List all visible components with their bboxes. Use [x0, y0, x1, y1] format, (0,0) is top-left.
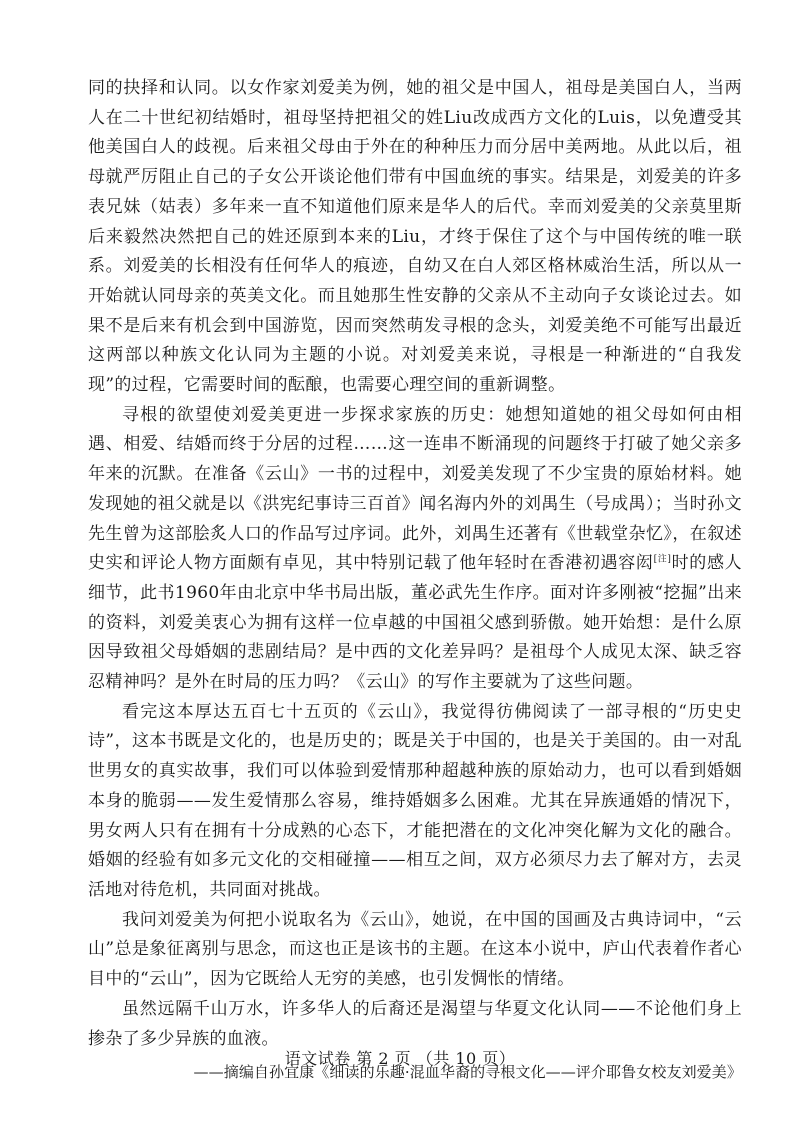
paragraph-2	[88, 401, 742, 698]
page-footer: 语文试卷 第 2 页 （共 10 页）	[284, 1049, 516, 1068]
paragraph-5: 虽然远隔千山万水，许多华人的后裔还是渴望与华夏文化认同——不论他们身上掺杂了多少异族的血液。	[88, 998, 742, 1049]
source-citation: ——摘编自孙宜康《细读的乐趣·混血华裔的寻根文化——评介耶鲁女校友刘爱美》	[193, 1063, 742, 1082]
paragraph-1: 同的抉择和认同。以女作家刘爱美为例，她的祖父是中国人，祖母是美国白人，当两人在二十世纪初结婚时，祖母坚持把祖父的姓Liu改成西方文化的Luis，以免遭受其他美国白人的歧视。后来祖父母由于外在的种种压力而分居中美两地。从此以后，祖母就严厉阻止自己的子女公开谈论他们带有中国血统的事实。结果是，刘爱美的许多表兄妹（姑表）多年来一直不知道他们原来是华人的后代。幸而刘爱美的父亲莫里斯后来毅然决然把自己的姓还原到本来的Liu，才终于保住了这个与中国传统的唯一联系。刘爱美的长相没有任何华人的痕迹，自幼又在白人郊区格林威治生活，所以从一开始就认同母亲的英美文化。而且她那生性安静的父亲从不主动向子女谈论过去。如果不是后来有机会到中国游览，因而突然萌发寻根的念头，刘爱美绝不可能写出最近这两部以种族文化认同为主题的小说。对刘爱美来说，寻根是一种渐进的“自我发现”的过程，它需要时间的酝酿，也需要心理空间的重新调整。	[88, 78, 742, 396]
footnote-marker: [注]	[653, 554, 672, 565]
paragraph-2-part-1: 寻根的欲望使刘爱美更进一步探求家族的历史：她想知道她的祖父母如何由相遇、相爱、结婚而终于分居的过程……这一连串不断涌现的问题终于打破了她父亲多年来的沉默。在准备《云山》一书的过程中，刘爱美发现了不少宝贵的原始材料。她发现她的祖父就是以《洪宪纪事诗三百首》闻名海内外的刘禺生（号成禺）；当时孙文先生曾为这部脍炙人口的作品写过序词。此外，刘禺生还著有《世载堂杂忆》，在叙述史实和评论人物方面颇有卓见，其中特别记载了他年轻时在香港初遇容闳	[88, 404, 742, 574]
paragraph-4: 我问刘爱美为何把小说取名为《云山》，她说，在中国的国画及古典诗词中，“云山”总是象征离别与思念，而这也正是该书的主题。在这本小说中，庐山代表着作者心目中的“云山”，因为它既给人无穷的美感，也引发惆怅的情绪。	[88, 909, 742, 990]
paragraph-2-part-2: 时的感人细节，此书1960年由北京中华书局出版，董必武先生作序。面对许多刚被“挖掘”出来的资料，刘爱美衷心为拥有这样一位卓越的中国祖父感到骄傲。她开始想：是什么原因导致祖父母婚姻的悲剧结局？是中西的文化差异吗？是祖母个人成见太深、缺乏容忍精神吗？是外在时局的压力吗？《云山》的写作主要就为了这些问题。	[88, 553, 743, 693]
article-body	[88, 74, 742, 1087]
paragraph-3: 看完这本厚达五百七十五页的《云山》，我觉得彷佛阅读了一部寻根的“历史史诗”，这本书既是文化的，也是历史的；既是关于中国的，也是关于美国的。由一对乱世男女的真实故事，我们可以体验到爱情那种超越种族的原始动力，也可以看到婚姻本身的脆弱——发生爱情那么容易，维持婚姻多么困难。尤其在异族通婚的情况下，男女两人只有在拥有十分成熟的心态下，才能把潜在的文化冲突化解为文化的融合。婚姻的经验有如多元文化的交相碰撞——相互之间，双方必须尽力去了解对方，去灵活地对待危机，共同面对挑战。	[88, 701, 742, 900]
